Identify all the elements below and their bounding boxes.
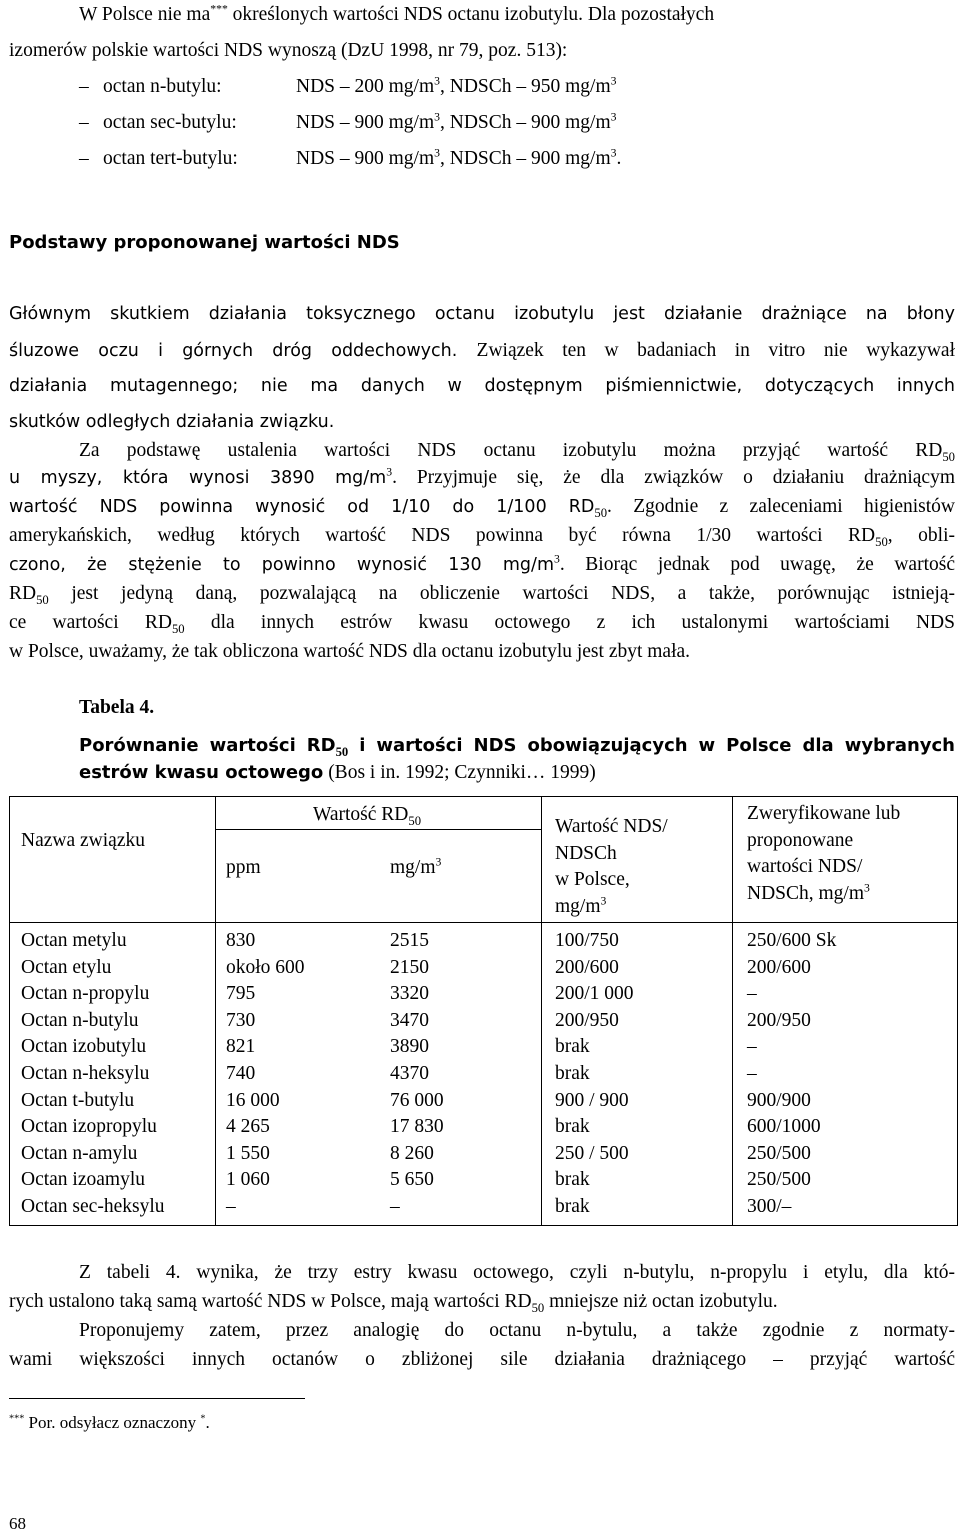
paragraph-line: śluzowe oczu i górnych dróg oddechowych. Związek ten w badaniach in vitro nie wykazywał [9,340,955,361]
header-mgm3: $mg/m^3$ [390,855,442,878]
table-cell: 300/– [747,1195,792,1217]
comparison-table [9,796,958,1226]
table-cell: Octan n-propylu [21,983,150,1005]
header-verified: Zweryfikowane lub proponowane wartości NDS/ NDSCh, $mg/m^3$ [747,803,901,904]
table-cell: Octan n-amylu [21,1142,138,1164]
paragraph-line: wartość NDS powinna wynosić od 1/10 do 1/100 $RD_{50}$. Zgodnie z zaleceniami higienistów [9,496,955,520]
table-cell: 2515 [390,930,429,951]
header-name: Nazwa związku [21,830,145,851]
header-subdivider [215,829,541,830]
table-cell: 8 260 [390,1142,434,1164]
table-cell: – [226,1195,236,1217]
list-item: – octan n-butylu: NDS – 200 $mg/m^3$, NDSCh – 950 $mg/m^3$ [79,74,617,97]
paragraph-line: skutków odległych działania związku. [9,412,335,432]
table-cell: 16 000 [226,1089,280,1111]
intro-line-1: W Polsce nie ma*** określonych wartości NDS octanu izobutylu. Dla pozostałych [79,2,715,25]
table-cell: 900 / 900 [555,1089,629,1111]
table-cell: Octan n-heksylu [21,1062,150,1084]
table-cell: 250/600 Sk [747,930,837,951]
table-cell: 76 000 [390,1089,444,1111]
table-cell: – [747,1036,757,1058]
table-cell: 250/500 [747,1169,811,1191]
paragraph-line: Z tabeli 4. wynika, że trzy estry kwasu octowego, czyli n-butylu, n-propylu i etylu, dla któ- [79,1262,955,1283]
paragraph-line: Za podstawę ustalenia wartości NDS octanu izobutylu można przyjąć wartość $RD_{50}$ [79,440,955,464]
list-item: – octan sec-butylu: NDS – 900 $mg/m^3$, NDSCh – 900 $mg/m^3$ [79,110,617,133]
paragraph-line: czono, że stężenie to powinno wynosić 130 $mg/m^3$. Biorąc jednak pod uwagę, że wartość [9,552,955,575]
list-item: – octan tert-butylu: NDS – 900 $mg/m^3$, NDSCh – 900 $mg/m^3$. [79,146,622,169]
table-cell: 5 650 [390,1169,434,1191]
table-cell: Octan t-butylu [21,1089,135,1111]
table-cell: 2150 [390,956,429,978]
table-cell: Octan metylu [21,930,127,951]
table-cell: brak [555,1062,590,1084]
table-cell: 1 060 [226,1169,270,1191]
intro-line-2: izomerów polskie wartości NDS wynoszą (DzU 1998, nr 79, poz. 513): [9,40,568,61]
table-cell: Octan n-butylu [21,1009,139,1031]
table-cell: brak [555,1036,590,1058]
paragraph-line: rych ustalono taką samą wartość NDS w Polsce, mają wartości $RD_{50}$ mniejsze niż octan izobutylu. [9,1291,778,1315]
column-divider [732,797,733,1225]
column-divider [215,797,216,1225]
table-cell: Octan izoamylu [21,1169,145,1191]
table-cell: Octan sec-heksylu [21,1195,165,1217]
footnote-rule [9,1398,305,1399]
table-cell: 17 830 [390,1116,444,1138]
header-ppm: ppm [226,857,261,878]
table-cell: 100/750 [555,930,619,951]
table-cell: Octan izopropylu [21,1116,157,1138]
table-cell: 200/600 [555,956,619,978]
table-cell: Octan izobutylu [21,1036,147,1058]
paragraph-line: Głównym skutkiem działania toksycznego octanu izobutylu jest działanie drażniące na błony [9,304,955,324]
paragraph-line: amerykańskich, według których wartość NDS powinna być równa 1/30 wartości $RD_{50}$, obli- [9,525,955,549]
table-cell: 600/1000 [747,1116,821,1138]
paragraph-line: $RD_{50}$ jest jedyną daną, pozwalającą na obliczenie wartości NDS, a także, porównując istnieją- [9,583,955,607]
paragraph-line: wami większości innych octanów o zbliżonej sile działania drażniącego – przyjąć wartość [9,1349,955,1370]
table-cell: 250 / 500 [555,1142,629,1164]
table-cell: 4 265 [226,1116,270,1138]
paragraph-line: w Polsce, uważamy, że tak obliczona wartość NDS dla octanu izobutylu jest zbyt mała. [9,641,691,662]
table-cell: brak [555,1116,590,1138]
section-heading: Podstawy proponowanej wartości NDS [9,232,400,253]
table-cell: 200/1 000 [555,983,634,1005]
header-rd50: Wartość $RD_{50}$ [313,804,422,828]
table-cell: Octan etylu [21,956,112,978]
table-cell: 3890 [390,1036,429,1058]
table-cell: 1 550 [226,1142,270,1164]
table-cell: 900/900 [747,1089,811,1111]
table-cell: – [747,983,757,1005]
table-cell: 821 [226,1036,256,1058]
column-nds [555,928,634,1221]
column-mgm3 [390,928,444,1221]
header-divider [10,922,957,923]
column-divider [541,797,542,1225]
table-cell: około 600 [226,956,305,978]
paragraph-line: ce wartości $RD_{50}$ dla innych estrów kwasu octowego z ich ustalonymi wartościami NDS [9,612,955,636]
table-cell: 4370 [390,1062,429,1084]
table-cell: brak [555,1169,590,1191]
table-label: Tabela 4. [79,697,155,718]
table-cell: 3470 [390,1009,429,1031]
table-cell: 730 [226,1009,256,1031]
table-cell: 250/500 [747,1142,811,1164]
paragraph-line: działania mutagennego; nie ma danych w dostępnym piśmiennictwie, dotyczących innych [9,376,955,396]
table-cell: 200/600 [747,956,811,978]
table-cell: 795 [226,983,256,1005]
column-names [21,928,165,1221]
table-cell: – [390,1195,400,1217]
table-cell: 740 [226,1062,256,1084]
table-cell: 830 [226,930,256,951]
table-cell: 3320 [390,983,429,1005]
page-number: 68 [9,1514,26,1533]
table-caption-line: estrów kwasu octowego (Bos i in. 1992; Czynniki… 1999) [79,762,596,783]
table-cell: – [747,1062,757,1084]
paragraph-line: Proponujemy zatem, przez analogię do octanu n-bytulu, a także zgodnie z normaty- [79,1320,955,1341]
footnote: *** Por. odsyłacz oznaczony *. [9,1413,210,1432]
column-ppm [226,928,305,1221]
header-nds-poland: Wartość NDS/ NDSCh w Polsce, $mg/m^3$ [555,816,668,917]
table-cell: 200/950 [555,1009,619,1031]
table-caption-line: Porównanie wartości $RD_{50}$ i wartości NDS obowiązujących w Polsce dla wybranych [79,735,955,759]
table-cell: 200/950 [747,1009,811,1031]
table-cell: brak [555,1195,590,1217]
paragraph-line: u myszy, która wynosi 3890 $mg/m^3$. Przyjmuje się, że dla związków o działaniu drażniącym [9,465,955,488]
column-verified [747,928,836,1221]
